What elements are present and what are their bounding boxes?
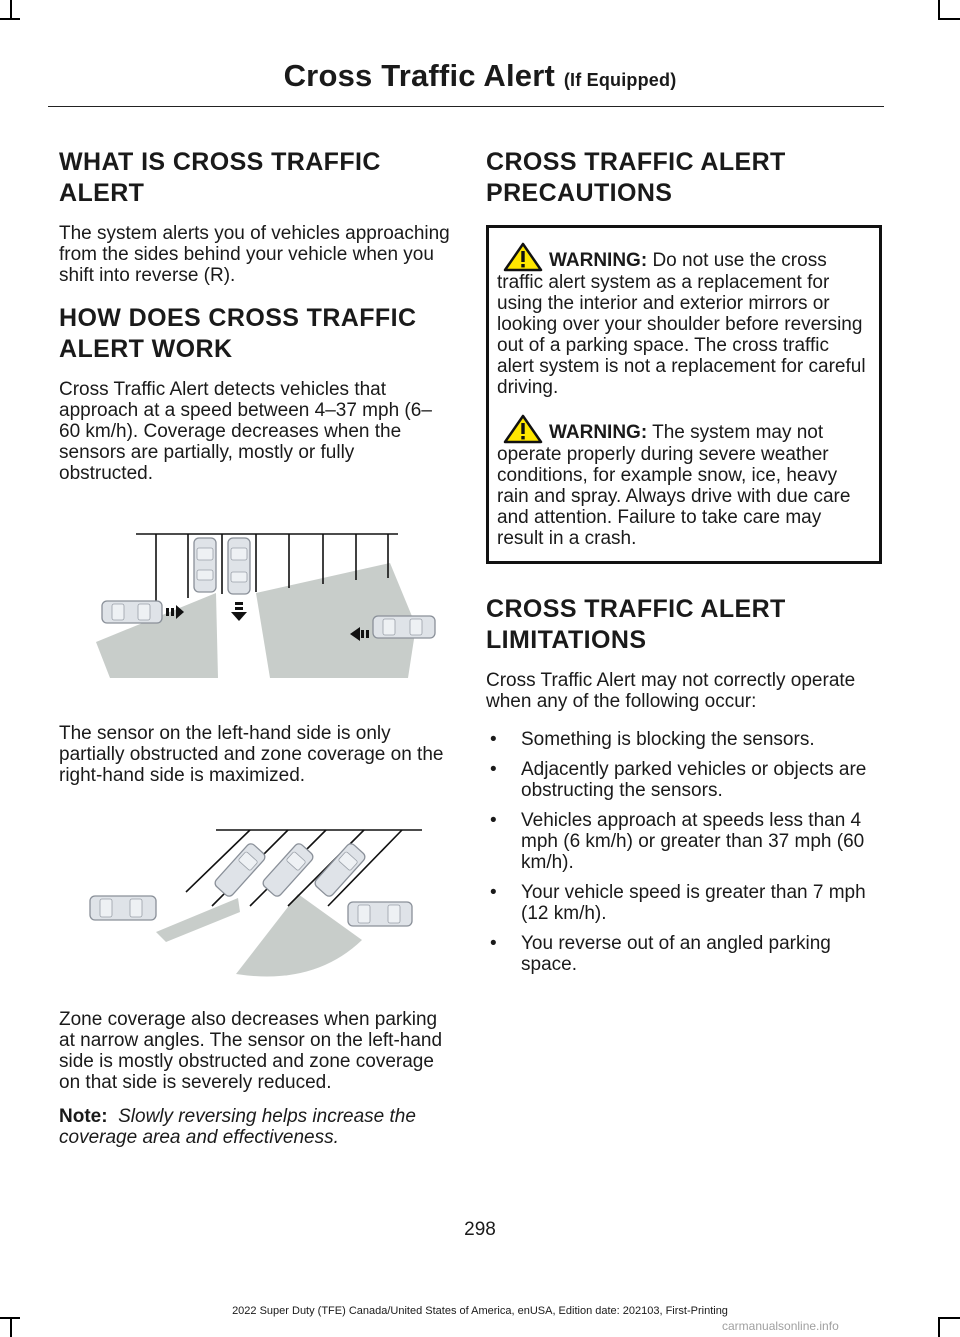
section-heading-how-does: HOW DOES CROSS TRAFFIC ALERT WORK	[59, 304, 417, 363]
list-item-text: Adjacently parked vehicles or objects are obstructing the sensors.	[521, 759, 867, 801]
list-item	[486, 882, 880, 924]
crop-mark	[940, 1317, 960, 1319]
coverage-zone-right	[236, 894, 362, 976]
warning-label: WARNING:	[549, 422, 648, 443]
list-item	[486, 933, 880, 975]
crop-mark	[938, 0, 940, 20]
approaching-car-left-icon	[102, 601, 162, 623]
header-rule	[48, 106, 884, 107]
crop-mark	[10, 0, 12, 20]
approaching-car-right-icon	[373, 616, 435, 638]
list-item	[486, 759, 880, 801]
section-text-what-is: The system alerts you of vehicles approaching from the sides behind your vehicle when you shift into reverse (R).	[59, 223, 450, 286]
note	[59, 1106, 451, 1148]
bullet-icon: •	[490, 729, 497, 750]
warning-item	[497, 414, 871, 549]
parked-car-icon	[194, 538, 216, 592]
figure1-caption: The sensor on the left-hand side is only partially obstructed and zone coverage on the right-hand side is maximized.	[59, 723, 444, 786]
watermark: carmanualsonline.info	[722, 1319, 839, 1333]
coverage-zone-left-narrow	[156, 898, 240, 942]
list-item-text: You reverse out of an angled parking space.	[521, 933, 831, 975]
approaching-car-left-icon	[90, 896, 156, 920]
list-item	[486, 810, 880, 873]
warning-label: WARNING:	[549, 250, 648, 271]
warning-triangle-icon	[503, 242, 543, 272]
warning-box	[486, 225, 882, 564]
crop-mark	[0, 18, 20, 20]
left-column	[59, 147, 451, 501]
list-item-text: Vehicles approach at speeds less than 4 mph (6 km/h) or greater than 37 mph (60 km/h).	[521, 810, 865, 873]
parked-car-icon	[313, 842, 367, 898]
approaching-car-right-icon	[348, 902, 412, 926]
figure-angled-parking	[88, 816, 423, 980]
figure2-caption: Zone coverage also decreases when parking at narrow angles. The sensor on the left-hand side is mostly obstructed and zone coverage on that side is severely reduced.	[59, 1009, 443, 1093]
parked-car-icon	[213, 842, 267, 898]
note-label: Note:	[59, 1106, 108, 1127]
crop-mark	[940, 18, 960, 20]
bullet-icon: •	[490, 810, 497, 831]
warning-text: Do not use the cross traffic alert system as a replacement for using the interior and exterior mirrors or looking over your shoulder before reversing out of a parking space. The cross traffic alert system is not a replacement for careful driving.	[497, 250, 866, 398]
crop-mark	[938, 1317, 940, 1337]
bullet-icon: •	[490, 759, 497, 780]
limitations-list	[486, 729, 880, 975]
reversing-car-icon	[228, 538, 250, 594]
right-column	[486, 147, 880, 984]
bullet-icon: •	[490, 933, 497, 954]
page-title	[0, 58, 960, 94]
list-item-text: Your vehicle speed is greater than 7 mph (12 km/h).	[521, 882, 866, 924]
bullet-icon: •	[490, 882, 497, 903]
page-number: 298	[464, 1219, 496, 1240]
crop-mark	[0, 1317, 20, 1319]
list-item-text: Something is blocking the sensors.	[521, 729, 815, 750]
note-text: Slowly reversing helps increase the coverage area and effectiveness.	[59, 1106, 416, 1148]
warning-item	[497, 242, 871, 398]
crop-mark	[10, 1317, 12, 1337]
figure-perpendicular-parking	[88, 528, 443, 680]
section-heading-what-is: WHAT IS CROSS TRAFFIC ALERT	[59, 148, 381, 207]
page-title-subtitle: (If Equipped)	[563, 70, 677, 90]
reversing-car-icon	[261, 842, 315, 898]
left-column-lower	[59, 1009, 451, 1165]
warning-text: The system may not operate properly during severe weather conditions, for example snow, ice, heavy rain and spray. Always drive with due care and attention. Failure to take care may result in a crash.	[497, 422, 851, 549]
page-title-main: Cross Traffic Alert	[283, 58, 555, 93]
arrow-down-icon	[231, 602, 247, 621]
section-heading-limitations: CROSS TRAFFIC ALERT LIMITATIONS	[486, 595, 786, 654]
limitations-intro: Cross Traffic Alert may not correctly operate when any of the following occur:	[486, 670, 856, 712]
section-text-how-does: Cross Traffic Alert detects vehicles that approach at a speed between 4–37 mph (6–60 km/h). Coverage decreases when the sensors are partially, mostly or fully obstructed.	[59, 379, 432, 484]
warning-triangle-icon	[503, 414, 543, 444]
section-heading-precautions: CROSS TRAFFIC ALERT PRECAUTIONS	[486, 148, 786, 207]
list-item	[486, 729, 880, 750]
footer-edition: 2022 Super Duty (TFE) Canada/United States of America, enUSA, Edition date: 202103, First-Printing	[232, 1305, 728, 1317]
